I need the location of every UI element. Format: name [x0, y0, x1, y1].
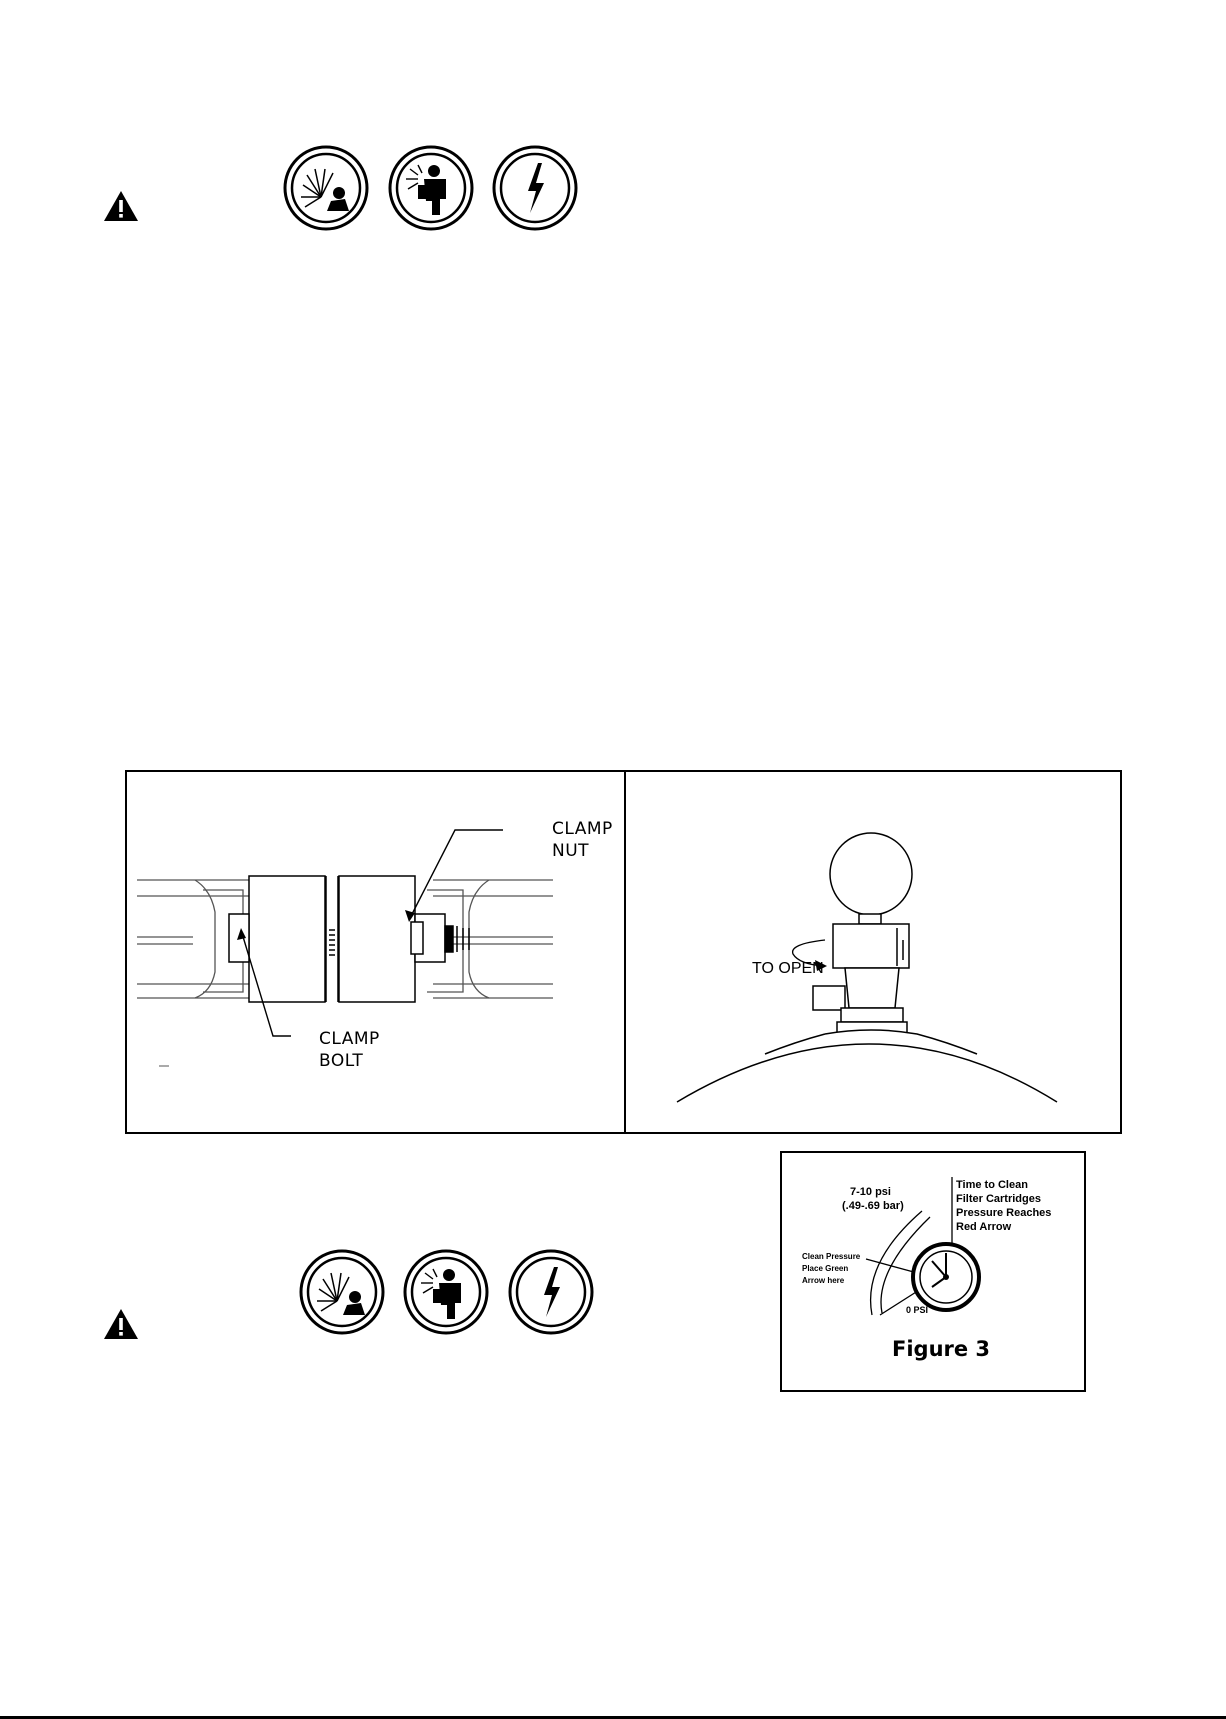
zero-psi-text: 0 PSI: [906, 1305, 929, 1315]
explosion-hazard-icon: [283, 145, 369, 231]
clamp-nut-label-line1: CLAMP: [552, 819, 613, 839]
range-psi-text: 7-10 psi: [850, 1186, 891, 1198]
clean-note: [956, 1178, 1051, 1234]
clean-pressure-line2: Place Green: [802, 1264, 849, 1273]
warning-triangle-icon: [103, 190, 139, 222]
clean-pressure-line3: Arrow here: [802, 1276, 845, 1285]
clamp-bolt-label-line1: CLAMP: [319, 1029, 380, 1049]
clean-note-line3: Pressure Reaches: [956, 1207, 1052, 1219]
pressure-hazard-icon: [403, 1249, 489, 1335]
explosion-hazard-icon: [299, 1249, 385, 1335]
figure-panel: [125, 770, 1122, 1134]
clean-note-line2: Filter Cartridges: [956, 1193, 1041, 1205]
clean-pressure-line1: Clean Pressure: [802, 1252, 861, 1261]
clean-pressure-note: [802, 1251, 860, 1287]
figure-3-panel: [780, 1151, 1086, 1392]
clamp-assembly-drawing: [133, 772, 623, 1132]
pressure-hazard-icon: [388, 145, 474, 231]
figure-3-caption: Figure 3: [892, 1337, 991, 1361]
figure-divider: [624, 772, 626, 1132]
warning-triangle-icon: [103, 1308, 139, 1340]
to-open-label: TO OPEN: [752, 960, 824, 977]
range-bar-text: (.49-.69 bar): [842, 1200, 904, 1212]
clamp-bolt-label: [319, 1028, 380, 1072]
clean-note-line4: Red Arrow: [956, 1221, 1012, 1233]
air-relief-valve-drawing: [627, 772, 1120, 1132]
clean-note-line1: Time to Clean: [956, 1179, 1028, 1191]
clamp-nut-label: [552, 818, 613, 862]
electrical-shock-icon: [492, 145, 578, 231]
electrical-shock-icon: [508, 1249, 594, 1335]
clamp-nut-label-line2: NUT: [552, 841, 590, 861]
clamp-bolt-label-line2: BOLT: [319, 1051, 364, 1071]
